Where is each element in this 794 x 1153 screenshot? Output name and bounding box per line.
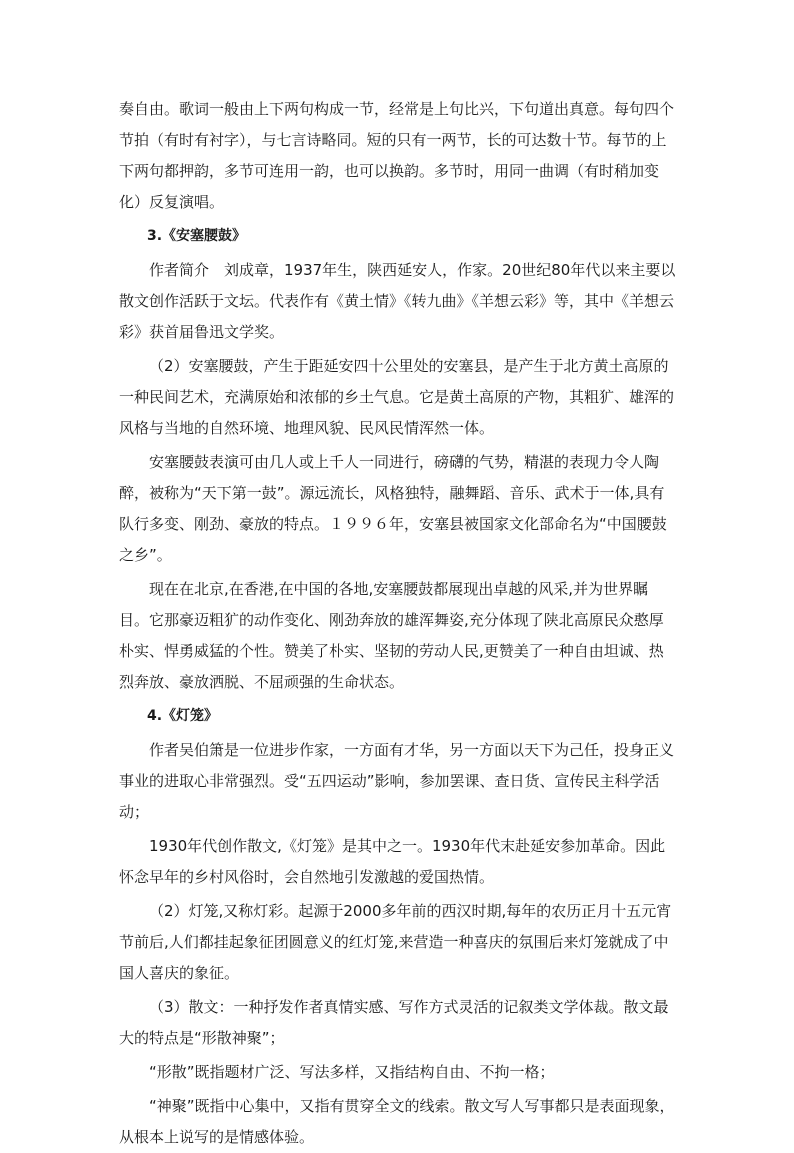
document-body xyxy=(119,94,677,1153)
paragraph-lantern-writing-1930s: 1930年代创作散文,《灯笼》是其中之一。1930年代末赴延安参加革命。因此怀念早年的乡村风俗时，会自然地引发激越的爱国热情。 xyxy=(119,837,666,886)
paragraph-prose-xingsan: “形散”既指题材广泛、写法多样，又指结构自由、不拘一格； xyxy=(149,1063,555,1081)
paragraph-prose-shenju: “神聚”既指中心集中，又指有贯穿全文的线索。散文写人写事都只是表面现象，从根本上说写的是情感体验。 xyxy=(119,1097,675,1146)
paragraph-ansai-drum-performance: 安塞腰鼓表演可由几人或上千人一同进行，磅礴的气势，精湛的表现力令人陶醉，被称为“天下第一鼓”。源远流长，风格独特，融舞蹈、音乐、武术于一体,具有队行多变、刚劲、豪放的特点。１９９６年，安塞县被国家文化部命名为“中国腰鼓之乡”。 xyxy=(119,453,667,564)
paragraph-xintianyou-lyrics: 奏自由。歌词一般由上下两句构成一节，经常是上句比兴，下句道出真意。每句四个节拍（有时有衬字），与七言诗略同。短的只有一两节，长的可达数十节。每节的上下两句都押韵，多节可连用一韵，也可以换韵。多节时，用同一曲调（有时稍加变化）反复演唱。 xyxy=(119,100,675,211)
paragraph-prose-definition: （3）散文：一种抒发作者真情实感、写作方式灵活的记叙类文学体裁。散文最大的特点是“形散神聚”； xyxy=(119,998,669,1047)
paragraph-author-liu-chengzhang: 作者简介 刘成章，1937年生，陕西延安人，作家。20世纪80年代以来主要以散文创作活跃于文坛。代表作有《黄土情》《转九曲》《羊想云彩》等，其中《羊想云彩》获首届鲁迅文学奖。 xyxy=(119,261,676,341)
paragraph-lantern-origin: （2）灯笼,又称灯彩。起源于2000多年前的西汉时期,每年的农历正月十五元宵节前后,人们都挂起象征团圆意义的红灯笼,来营造一种喜庆的氛围后来灯笼就成了中国人喜庆的象征。 xyxy=(119,902,672,982)
paragraph-author-wu-boxiao: 作者吴伯箫是一位进步作家，一方面有才华，另一方面以天下为己任，投身正义事业的进取心非常强烈。受“五四运动”影响，参加罢课、查日货、宣传民主科学活动； xyxy=(119,741,675,821)
paragraph-ansai-drum-origin: （2）安塞腰鼓，产生于距延安四十公里处的安塞县，是产生于北方黄土高原的一种民间艺术，充满原始和浓郁的乡土气息。它是黄土高原的产物，其粗犷、雄浑的风格与当地的自然环境、地理风貌、民风民情浑然一体。 xyxy=(119,357,675,437)
paragraph-ansai-drum-spirit: 现在在北京,在香港,在中国的各地,安塞腰鼓都展现出卓越的风采,并为世界瞩目。它那豪迈粗犷的动作变化、刚劲奔放的雄浑舞姿,充分体现了陕北高原民众憨厚朴实、悍勇威猛的个性。赞美了朴实、坚韧的劳动人民,更赞美了一种自由坦诚、热烈奔放、豪放洒脱、不屈顽强的生命状态。 xyxy=(119,580,664,691)
heading-lantern: 4.《灯笼》 xyxy=(147,708,219,724)
heading-ansai-waist-drum: 3.《安塞腰鼓》 xyxy=(147,228,247,244)
